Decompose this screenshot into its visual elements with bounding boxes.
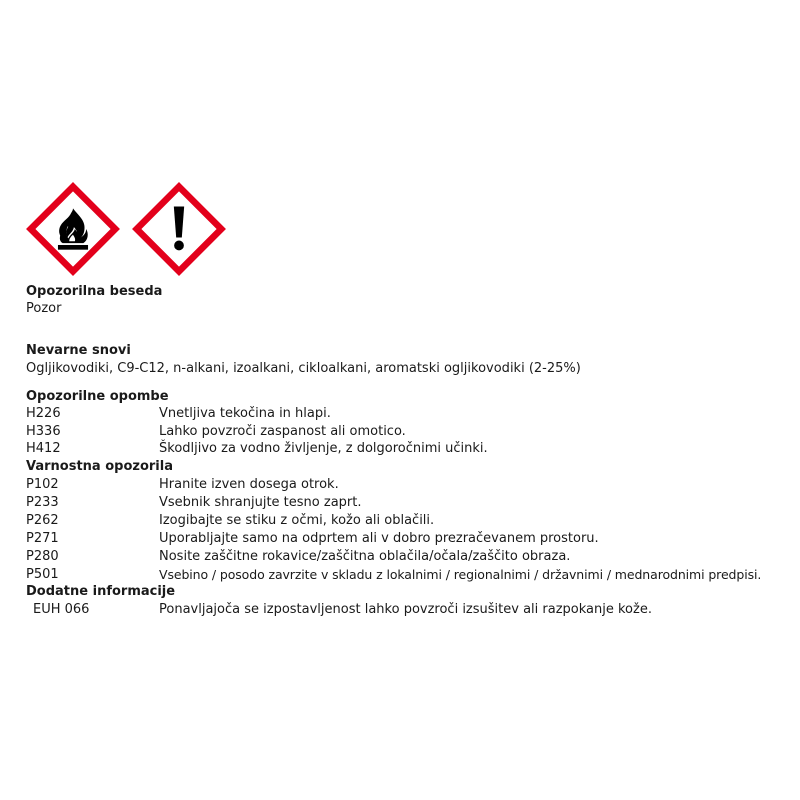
precautionary-statement-row — [0, 549, 800, 567]
statement-code: H412 — [26, 441, 61, 456]
statement-text: Lahko povzroči zaspanost ali omotico. — [159, 424, 406, 439]
statement-text: Vsebino / posodo zavrzite v skladu z lokalnimi / regionalnimi / državnimi / mednarodnimi predpisi. — [159, 567, 762, 582]
statement-code: P280 — [26, 549, 59, 564]
additional-info-heading: Dodatne informacije — [26, 584, 176, 599]
statement-code: EUH 066 — [33, 602, 90, 617]
hazard-statement-row — [0, 406, 800, 424]
statement-text: Škodljivo za vodno življenje, z dolgoročnimi učinki. — [159, 441, 488, 456]
statement-text: Izogibajte se stiku z očmi, kožo ali oblačili. — [159, 513, 435, 528]
statement-code: H336 — [26, 424, 61, 439]
statement-text: Ponavljajoča se izpostavljenost lahko povzroči izsušitev ali razpokanje kože. — [159, 602, 652, 617]
statement-code: P233 — [26, 495, 59, 510]
statement-text: Nosite zaščitne rokavice/zaščitna oblačila/očala/zaščito obraza. — [159, 549, 571, 564]
hazardous-substances-value: Ogljikovodiki, C9-C12, n-alkani, izoalkani, cikloalkani, aromatski ogljikovodiki (2-25%) — [26, 361, 581, 376]
statement-code: P501 — [26, 567, 59, 582]
hazard-statement-row — [0, 441, 800, 459]
precautionary-statement-row — [0, 495, 800, 513]
hazard-statements-heading: Opozorilne opombe — [26, 389, 169, 404]
precautionary-statements-heading: Varnostna opozorila — [26, 459, 173, 474]
precautionary-statement-row — [0, 477, 800, 495]
precautionary-statement-row — [0, 567, 800, 585]
statement-text: Vsebnik shranjujte tesno zaprt. — [159, 495, 362, 510]
flame-pictogram-icon — [26, 182, 120, 276]
statement-text: Vnetljiva tekočina in hlapi. — [159, 406, 331, 421]
signal-word-heading: Opozorilna beseda — [26, 284, 163, 299]
precautionary-statement-row — [0, 531, 800, 549]
statement-code: P102 — [26, 477, 59, 492]
exclamation-pictogram-icon — [132, 182, 226, 276]
statement-code: P271 — [26, 531, 59, 546]
statement-text: Uporabljajte samo na odprtem ali v dobro prezračevanem prostoru. — [159, 531, 599, 546]
precautionary-statement-row — [0, 513, 800, 531]
statement-text: Hranite izven dosega otrok. — [159, 477, 339, 492]
statement-code: H226 — [26, 406, 61, 421]
hazardous-substances-heading: Nevarne snovi — [26, 343, 131, 358]
signal-word-value: Pozor — [26, 301, 62, 316]
additional-info-row — [0, 602, 800, 620]
hazard-statement-row — [0, 424, 800, 442]
statement-code: P262 — [26, 513, 59, 528]
